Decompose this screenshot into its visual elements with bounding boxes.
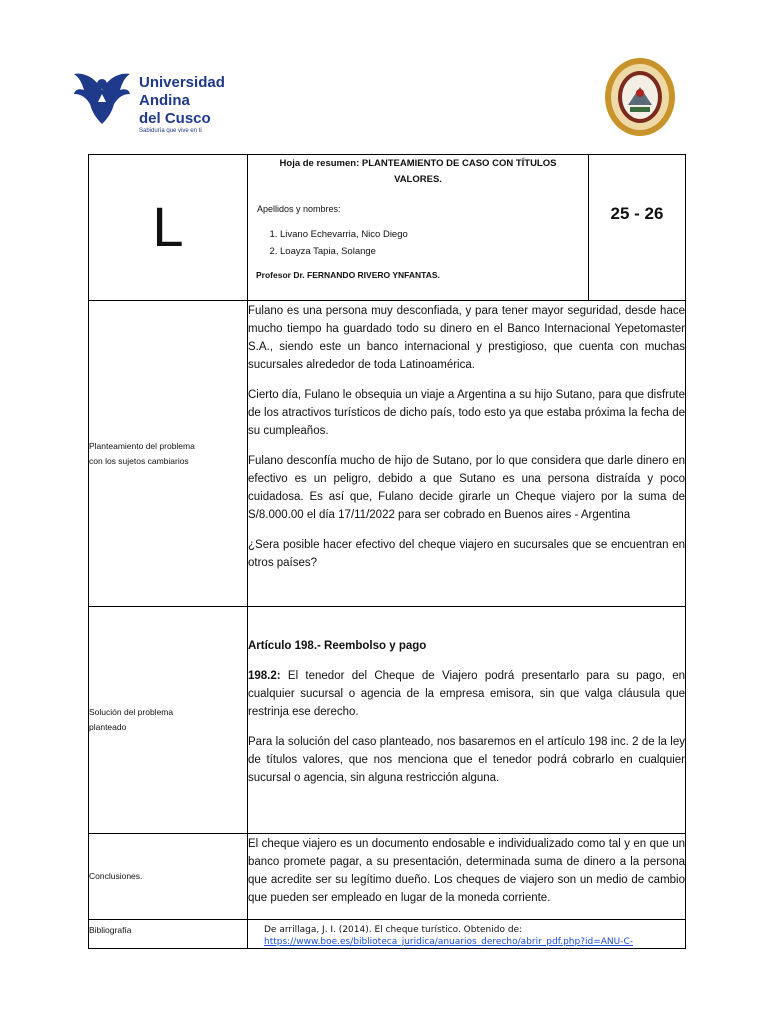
eagle-icon xyxy=(72,68,132,128)
student-names-list xyxy=(248,226,588,260)
group-letter: L xyxy=(152,195,184,258)
problem-label: Planteamiento del problema con los sujetos cambiarios xyxy=(89,440,195,466)
conclusions-text-cell xyxy=(248,834,686,920)
conclusions-label-cell xyxy=(89,834,248,920)
header-info-cell xyxy=(248,155,589,301)
bibliography-reference: De arrillaga, J. I. (2014). El cheque turístico. Obtenido de: xyxy=(264,925,523,935)
group-letter-cell xyxy=(89,155,248,301)
bibliography-text-cell xyxy=(248,920,686,949)
student-name: 1. Livano Echevarria, Nico Diego xyxy=(280,226,588,243)
summary-table xyxy=(88,154,686,949)
names-label: Apellidos y nombres: xyxy=(257,204,341,214)
solution-text-cell xyxy=(248,607,686,834)
conclusions-paragraph: El cheque viajero es un documento endosable e individualizado como tal y en que un banco promete pagar, a su presentación, determinada suma de dinero a la persona que acredite ser su legítimo dueño. Los cheques de viajero son un medio de cambio que pueden ser empleado en lugar de la moneda corriente. xyxy=(248,838,685,904)
problem-paragraph: Fulano es una persona muy desconfiada, y para tener mayor seguridad, desde hace mucho tiempo ha guardado todo su dinero en el Banco Internacional Yepetomaster S.A., siendo este un banco internacional y prestigioso, que cuenta con muchas sucursales alrededor de toda Latinoamérica. xyxy=(248,305,685,371)
problem-question: ¿Sera posible hacer efectivo del cheque viajero en sucursales que se encuentran en otros países? xyxy=(248,539,685,569)
article-title: Artículo 198.- Reembolso y pago xyxy=(248,640,427,652)
score-value: 25 - 26 xyxy=(610,204,664,223)
score-cell xyxy=(589,155,686,301)
sheet-title: Hoja de resumen: PLANTEAMIENTO DE CASO CON TÍTULOS VALORES. xyxy=(279,158,557,185)
solution-label: Solución del problema planteado xyxy=(89,707,174,732)
problem-text-cell xyxy=(248,301,686,607)
solution-paragraph: Para la solución del caso planteado, nos basaremos en el artículo 198 inc. 2 de la ley de títulos valores, que nos menciona que el tenedor podrá cobrarlo en cualquier sucursal o agencia, sin alguna restricción alguna. xyxy=(248,736,685,784)
professor-name: Profesor Dr. FERNANDO RIVERO YNFANTAS. xyxy=(256,270,440,280)
problem-label-cell xyxy=(89,301,248,607)
solution-label-cell xyxy=(89,607,248,834)
article-paragraph: 198.2: El tenedor del Cheque de Viajero podrá presentarlo para su pago, en cualquier sucursal o agencia de la empresa emisora, sin que valga cláusula que restrinja ese derecho. xyxy=(248,670,685,718)
university-name: Universidad Andina del Cusco xyxy=(139,74,225,127)
bibliography-label-cell xyxy=(89,920,248,949)
university-tagline: Sabiduría que vive en ti xyxy=(139,128,202,134)
problem-paragraph: Fulano desconfía mucho de hijo de Sutano, por lo que considera que darle dinero en efectivo es un peligro, debido a que Sutano es una persona distraída y poco cuidadosa. Es así que, Fulano decide girarle un Cheque viajero por la suma de S/8.000.00 el día 17/11/2022 para ser cobrado en Buenos aires - Argentina xyxy=(248,455,685,521)
bibliography-label: Bibliografía xyxy=(89,925,132,935)
university-logo xyxy=(72,68,232,140)
university-seal-icon xyxy=(604,57,676,137)
bibliography-link[interactable]: https://www.boe.es/biblioteca_juridica/anuarios_derecho/abrir_pdf.php?id=ANU-C- xyxy=(264,937,633,947)
student-name: 2. Loayza Tapia, Solange xyxy=(280,243,588,260)
problem-paragraph: Cierto día, Fulano le obsequia un viaje a Argentina a su hijo Sutano, para que disfrute de los atractivos turísticos de dicho país, todo esto ya que estaba próxima la fecha de su cumpleaños. xyxy=(248,389,685,437)
conclusions-label: Conclusiones. xyxy=(89,871,143,881)
